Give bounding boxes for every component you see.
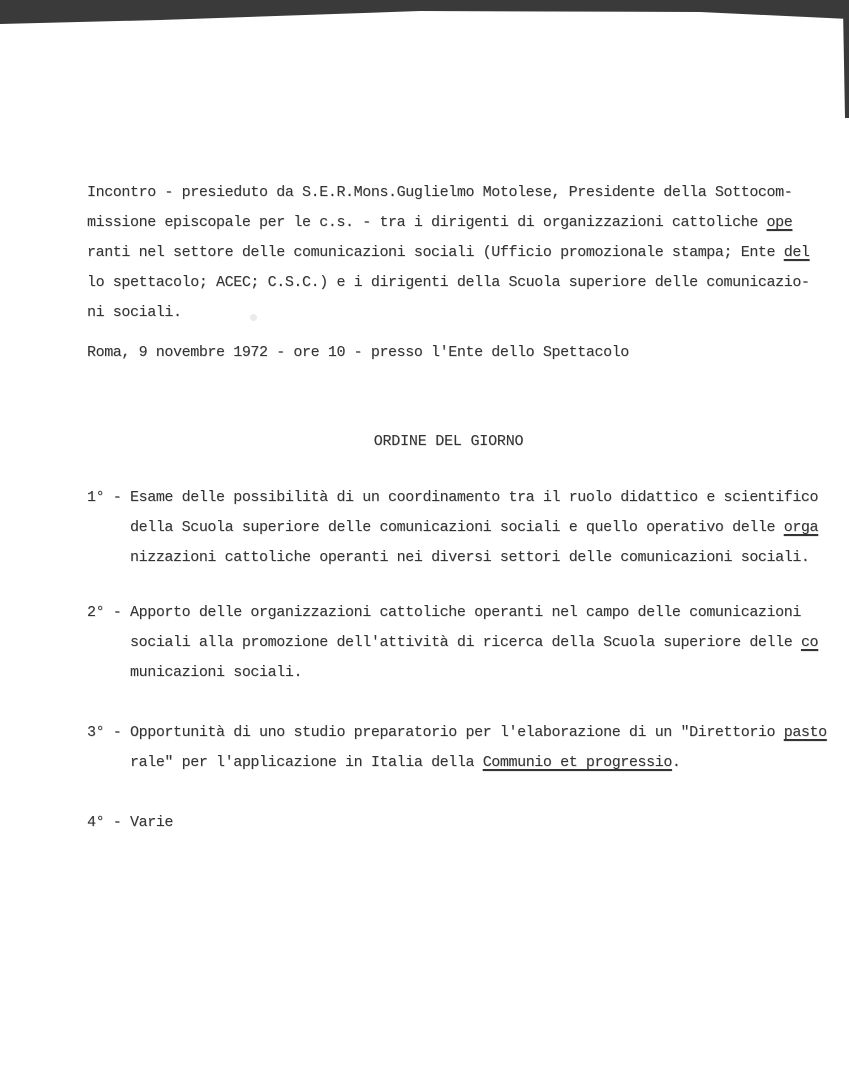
text-segment: Opportunità di uno studio preparatorio per l'elaborazione di un "Direttorio	[130, 724, 784, 741]
scan-right-strip	[843, 0, 849, 118]
text-line	[130, 718, 827, 748]
underlined-text: pasto	[783, 724, 827, 741]
agenda-item	[87, 718, 827, 778]
text-line	[130, 543, 810, 573]
document-content	[87, 178, 827, 838]
agenda-heading: ORDINE DEL GIORNO	[373, 433, 524, 450]
text-line	[130, 658, 810, 688]
text-line	[87, 178, 810, 208]
text-line	[87, 268, 810, 298]
scan-edge-artifact	[0, 0, 849, 130]
text-segment: nizzazioni cattoliche operanti nei diversi settori delle comunicazioni sociali.	[130, 549, 810, 566]
text-segment: Apporto delle organizzazioni cattoliche operanti nel campo delle comunicazioni	[130, 604, 801, 621]
text-segment: ni sociali.	[87, 304, 182, 321]
text-segment: municazioni sociali.	[130, 664, 303, 681]
agenda-item-number: 2° -	[87, 604, 131, 621]
agenda-item-number: 4° -	[87, 814, 131, 831]
text-line	[130, 598, 810, 628]
text-segment: sociali alla promozione dell'attività di ricerca della Scuola superiore delle	[130, 634, 801, 651]
agenda-item-text	[130, 808, 810, 838]
underlined-text: ope	[766, 214, 793, 231]
agenda-item-text	[130, 483, 819, 573]
text-line	[87, 208, 810, 238]
text-line	[87, 298, 810, 328]
text-segment: Varie	[130, 814, 174, 831]
underlined-text: orga	[783, 519, 819, 536]
text-line	[130, 628, 819, 658]
text-segment: della Scuola superiore delle comunicazioni sociali e quello operativo delle	[130, 519, 784, 536]
agenda-item-number: 1° -	[87, 489, 131, 506]
text-line	[130, 483, 819, 513]
text-segment: lo spettacolo; ACEC; C.S.C.) e i dirigenti della Scuola superiore delle comunicazio-	[87, 274, 810, 291]
text-line	[130, 748, 810, 778]
text-segment: Incontro - presieduto da S.E.R.Mons.Guglielmo Motolese, Presidente della Sottocom-	[87, 184, 793, 201]
text-segment: missione episcopale per le c.s. - tra i dirigenti di organizzazioni cattoliche	[87, 214, 767, 231]
underlined-text: del	[783, 244, 810, 261]
text-segment: ranti nel settore delle comunicazioni sociali (Ufficio promozionale stampa; Ente	[87, 244, 784, 261]
agenda-item-text	[130, 718, 827, 778]
agenda-item-text	[130, 598, 819, 688]
intro-paragraph	[87, 178, 810, 328]
underlined-text: Communio et progressio	[482, 754, 672, 771]
underlined-text: co	[800, 634, 819, 651]
agenda-item-number: 3° -	[87, 724, 131, 741]
text-line	[87, 238, 810, 268]
text-line	[130, 513, 819, 543]
text-segment: .	[671, 754, 681, 771]
text-segment: Esame delle possibilità di un coordinamento tra il ruolo didattico e scientifico	[130, 489, 819, 506]
agenda-item	[87, 598, 819, 688]
dateline: Roma, 9 novembre 1972 - ore 10 - presso l'Ente dello Spettacolo	[87, 344, 629, 361]
text-line	[130, 808, 810, 838]
agenda-item	[87, 808, 810, 838]
scan-top-band	[0, 0, 849, 24]
text-segment: rale" per l'applicazione in Italia della	[130, 754, 483, 771]
agenda-list	[87, 483, 827, 838]
agenda-item	[87, 483, 819, 573]
